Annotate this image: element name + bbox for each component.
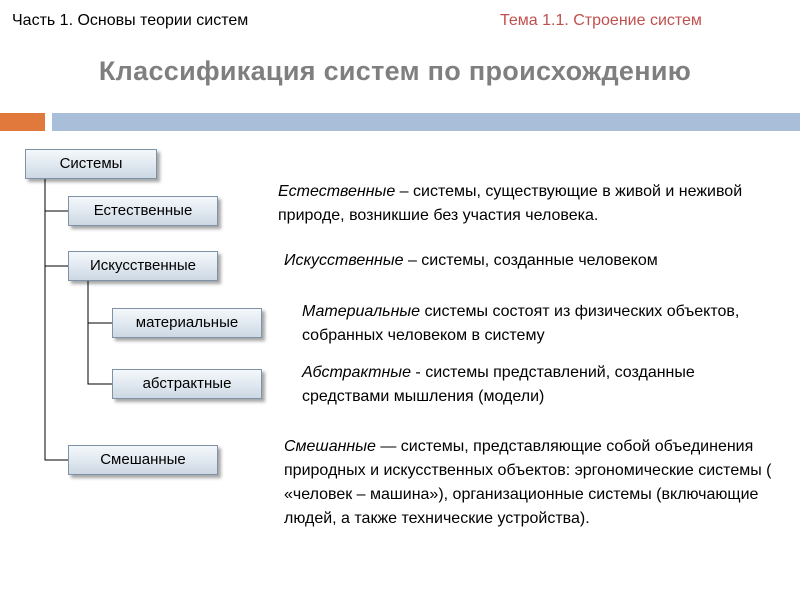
description-material: [302, 300, 772, 348]
description-artificial: [284, 249, 784, 273]
definition-abstract: - системы представлений, созданные средствами мышления (модели): [302, 364, 695, 405]
node-systems: Системы: [25, 149, 157, 179]
description-natural: [278, 180, 778, 228]
connector-artificial-abstract: [88, 323, 112, 384]
node-material: материальные: [112, 308, 262, 338]
connector-artificial-material: [88, 281, 112, 323]
node-natural: Естественные: [68, 196, 218, 226]
connector-systems-artificial: [45, 211, 68, 266]
definition-artificial: – системы, созданные человеком: [403, 252, 658, 269]
term-mixed: Смешанные: [284, 438, 376, 455]
node-mixed: Смешанные: [68, 445, 218, 475]
definition-natural: – системы, существующие в живой и неживой природе, возникшие без участия человека.: [278, 183, 743, 224]
connector-systems-mixed: [45, 266, 68, 460]
term-artificial: Искусственные: [284, 252, 404, 269]
node-abstract: абстрактные: [112, 369, 262, 399]
term-material: Материальные: [302, 303, 421, 320]
term-natural: Естественные: [278, 183, 396, 200]
description-mixed: [284, 435, 789, 531]
term-abstract: Абстрактные: [302, 364, 411, 381]
definition-mixed: — системы, представляющие собой объединения природных и искусственных объектов: эргономические системы ( «человек – машина»), организационные системы (включающие людей, а также технические устройства).: [284, 438, 772, 527]
definition-material: системы состоят из физических объектов, собранных человеком в систему: [302, 303, 740, 344]
slide-title: Классификация систем по происхождению: [98, 56, 692, 86]
node-artificial: Искусственные: [68, 251, 218, 281]
connector-systems-natural: [45, 179, 68, 211]
description-abstract: [302, 361, 772, 409]
part-header: Часть 1. Основы теории систем: [12, 12, 249, 29]
topic-header: Тема 1.1. Строение систем: [500, 12, 702, 29]
